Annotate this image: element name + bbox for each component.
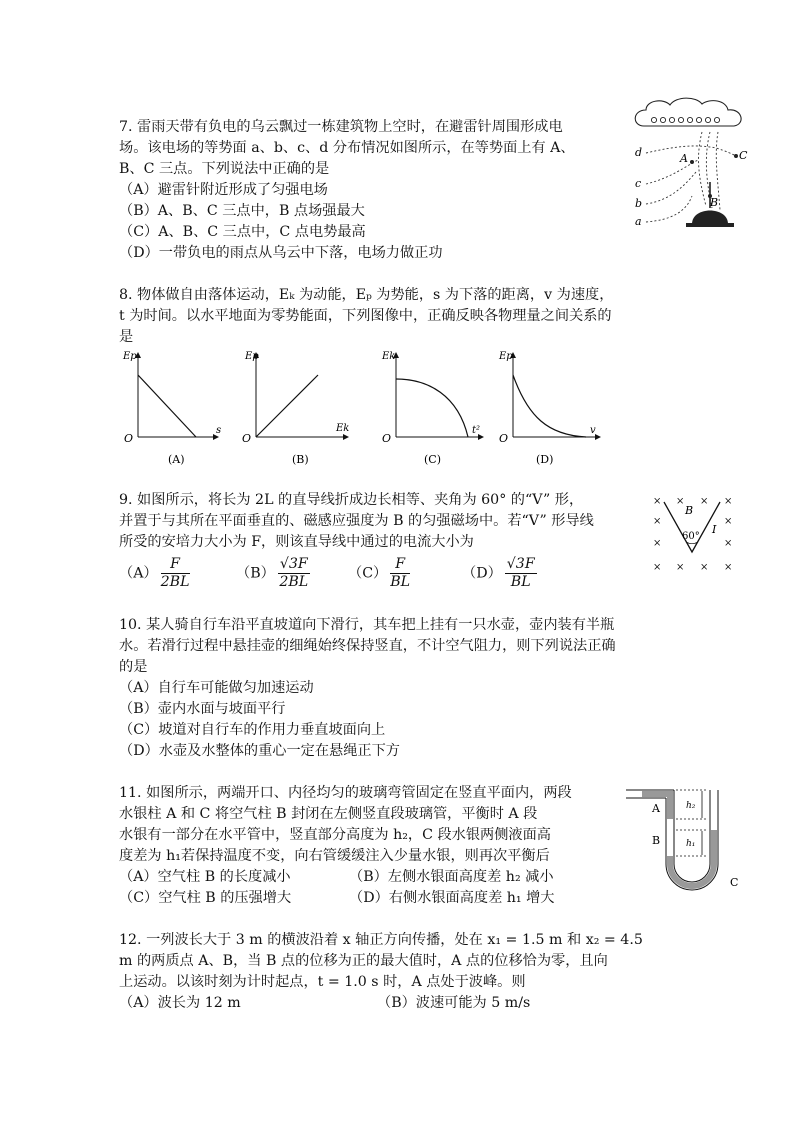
q11-stem-line: 度差为 h₁若保持温度不变，向右管缓缓注入少量水银，则再次平衡后 (119, 848, 550, 864)
question-7 (119, 117, 649, 264)
question-8 (119, 285, 679, 348)
svg-text:×: × (653, 496, 662, 507)
numerator: F (161, 556, 190, 574)
q9-option-a (119, 556, 193, 591)
option-label: （A） (119, 565, 158, 582)
q9-option-d (462, 556, 540, 591)
svg-text:×: × (653, 562, 662, 573)
graph-a (122, 351, 221, 466)
q12-stem-line: 上运动。以该时刻为计时起点，t = 1.0 s 时，A 点处于波峰。则 (119, 974, 526, 990)
question-9 (119, 490, 662, 553)
label-h1: h₁ (686, 839, 696, 849)
q12-option-b: （B）波速可能为 5 m/s (377, 995, 531, 1011)
q9-options (119, 556, 649, 598)
q9-stem-line: 所受的安培力大小为 F，则该直导线中通过的电流大小为 (119, 534, 474, 550)
q7-stem-line: B、C 三点。下列说法中正确的是 (119, 161, 330, 177)
question-11 (119, 783, 619, 867)
q10-option-b: （B）壶内水面与坡面平行 (119, 701, 286, 717)
graph-a-xlabel: s (216, 425, 222, 436)
q7-option-d: （D）一带负电的雨点从乌云中下落，电场力做正功 (119, 245, 443, 261)
question-12 (119, 930, 679, 993)
q11-stem-line: 11. 如图所示，两端开口、内径均匀的玻璃弯管固定在竖直平面内，两段 (119, 785, 572, 801)
q7-option-a: （A）避雷针附近形成了匀强电场 (119, 182, 328, 198)
graph-d-origin: O (499, 432, 509, 445)
graph-b-origin: O (242, 432, 252, 445)
denominator: BL (390, 574, 411, 590)
label-point-b: B (710, 196, 719, 209)
graph-d-xlabel: v (590, 425, 596, 436)
graph-a-origin: O (124, 432, 134, 445)
denominator: BL (510, 574, 531, 590)
q9-v-wire-figure (648, 490, 740, 574)
q10-stem-line: 10. 某人骑自行车沿平直坡道向下滑行，其车把上挂有一只水壶，壶内装有半瓶 (119, 617, 615, 633)
svg-text:×: × (653, 516, 662, 527)
q10-stem-line: 水。若滑行过程中悬挂壶的细绳始终保持竖直，不计空气阻力，则下列说法正确 (119, 638, 616, 654)
label-point-a: A (680, 152, 688, 165)
graph-c-xlabel: t² (472, 425, 481, 436)
graph-c-origin: O (382, 432, 392, 445)
label-c: c (635, 177, 642, 190)
graph-a-ylabel: Ep (123, 351, 137, 362)
svg-text:×: × (700, 496, 709, 507)
q11-stem-line: 水银有一部分在水平管中，竖直部分高度为 h₂，C 段水银两侧液面高 (119, 827, 551, 843)
q12-stem-line: m 的两质点 A、B，当 B 点的位移为正的最大值时，A 点的位移恰为零，且向 (119, 953, 608, 969)
denominator: 2BL (160, 574, 190, 590)
q7-stem-line: 7. 雷雨天带有负电的乌云飘过一栋建筑物上空时，在避雷针周围形成电 (119, 119, 563, 135)
question-10 (119, 615, 679, 762)
label-c: C (730, 876, 739, 889)
q9-stem-line: 并置于与其所在平面垂直的、磁感应强度为 B 的匀强磁场中。若“V” 形导线 (119, 513, 594, 529)
label-b: B (652, 834, 661, 847)
label-h2: h₂ (686, 801, 696, 811)
label-b: b (635, 197, 643, 210)
q10-option-a: （A）自行车可能做匀加速运动 (119, 680, 314, 696)
q11-option-a: （A）空气柱 B 的长度减小 (119, 869, 291, 885)
q9-option-c (348, 556, 413, 591)
q9-option-b (236, 556, 313, 591)
q10-option-c: （C）坡道对自行车的作用力垂直坡面向上 (119, 722, 386, 738)
q11-option-d: （D）右侧水银面高度差 h₁ 增大 (349, 890, 555, 906)
svg-text:×: × (653, 538, 662, 549)
q10-stem-line: 的是 (119, 659, 148, 675)
graph-b-xlabel: Ek (336, 423, 350, 434)
label-angle: 60° (682, 531, 700, 542)
q10-option-d: （D）水壶及水整体的重心一定在悬绳正下方 (119, 743, 400, 759)
svg-text:×: × (676, 562, 685, 573)
option-label: （C） (348, 565, 388, 582)
q7-lightning-rod-figure (626, 96, 756, 234)
graph-a-caption: (A) (168, 453, 185, 466)
graph-b-caption: (B) (292, 453, 309, 466)
q7-stem-line: 场。该电场的等势面 a、b、c、d 分布情况如图所示，在等势面上有 A、 (119, 140, 575, 156)
svg-text:×: × (676, 496, 685, 507)
label-d: d (635, 146, 643, 159)
q11-option-c: （C）空气柱 B 的压强增大 (119, 890, 292, 906)
q8-graphs (118, 345, 618, 470)
label-a: a (635, 215, 642, 228)
graph-d-ylabel: Ep (499, 351, 513, 362)
q12-option-a: （A）波长为 12 m (119, 995, 241, 1011)
q11-glass-tube-figure (622, 786, 748, 894)
graph-b-ylabel: Ep (245, 351, 259, 362)
q8-stem-line: t 为时间。以水平地面为零势能面，下列图像中，正确反映各物理量之间关系的 (119, 308, 612, 324)
mercury-a-vertical (667, 791, 673, 819)
graph-c-ylabel: Ek (382, 351, 396, 362)
label-a: A (652, 802, 660, 815)
numerator: √3F (506, 556, 535, 572)
graph-d (498, 351, 600, 466)
svg-text:×: × (724, 562, 733, 573)
q11-options (119, 867, 649, 911)
option-label: （D） (462, 565, 502, 582)
q12-stem-line: 12. 一列波长大于 3 m 的横波沿着 x 轴正方向传播，处在 x₁ = 1.5 m 和 x₂ = 4.5 (119, 932, 643, 948)
q11-stem-line: 水银柱 A 和 C 将空气柱 B 封闭在左侧竖直段玻璃管，平衡时 A 段 (119, 806, 538, 822)
q8-stem-line: 是 (119, 329, 134, 345)
graph-c-caption: (C) (424, 453, 441, 466)
svg-text:×: × (724, 538, 733, 549)
option-label: （B） (236, 565, 275, 582)
q7-option-b: （B）A、B、C 三点中，B 点场强最大 (119, 203, 365, 219)
equipotential-lines (646, 132, 736, 222)
q8-stem-line: 8. 物体做自由落体运动，Eₖ 为动能，Eₚ 为势能，s 为下落的距离，v 为速度， (119, 287, 614, 303)
q9-stem-line: 9. 如图所示，将长为 2L 的直导线折成边长相等、夹角为 60° 的“V” 形， (119, 492, 584, 508)
svg-text:×: × (724, 496, 733, 507)
label-b: B (685, 504, 694, 517)
svg-text:×: × (700, 562, 709, 573)
label-point-c: C (739, 149, 748, 162)
cloud-icon (635, 98, 741, 126)
graph-c (381, 351, 483, 466)
q7-option-c: （C）A、B、C 三点中，C 点电势最高 (119, 224, 366, 240)
label-i: I (712, 523, 717, 536)
denominator: 2BL (279, 574, 309, 590)
q12-options (119, 993, 649, 1015)
numerator: F (390, 556, 410, 574)
q11-option-b: （B）左侧水银面高度差 h₂ 减小 (349, 869, 554, 885)
graph-d-caption: (D) (536, 453, 554, 466)
numerator: √3F (279, 556, 308, 572)
graph-b (242, 351, 349, 466)
svg-text:×: × (724, 516, 733, 527)
